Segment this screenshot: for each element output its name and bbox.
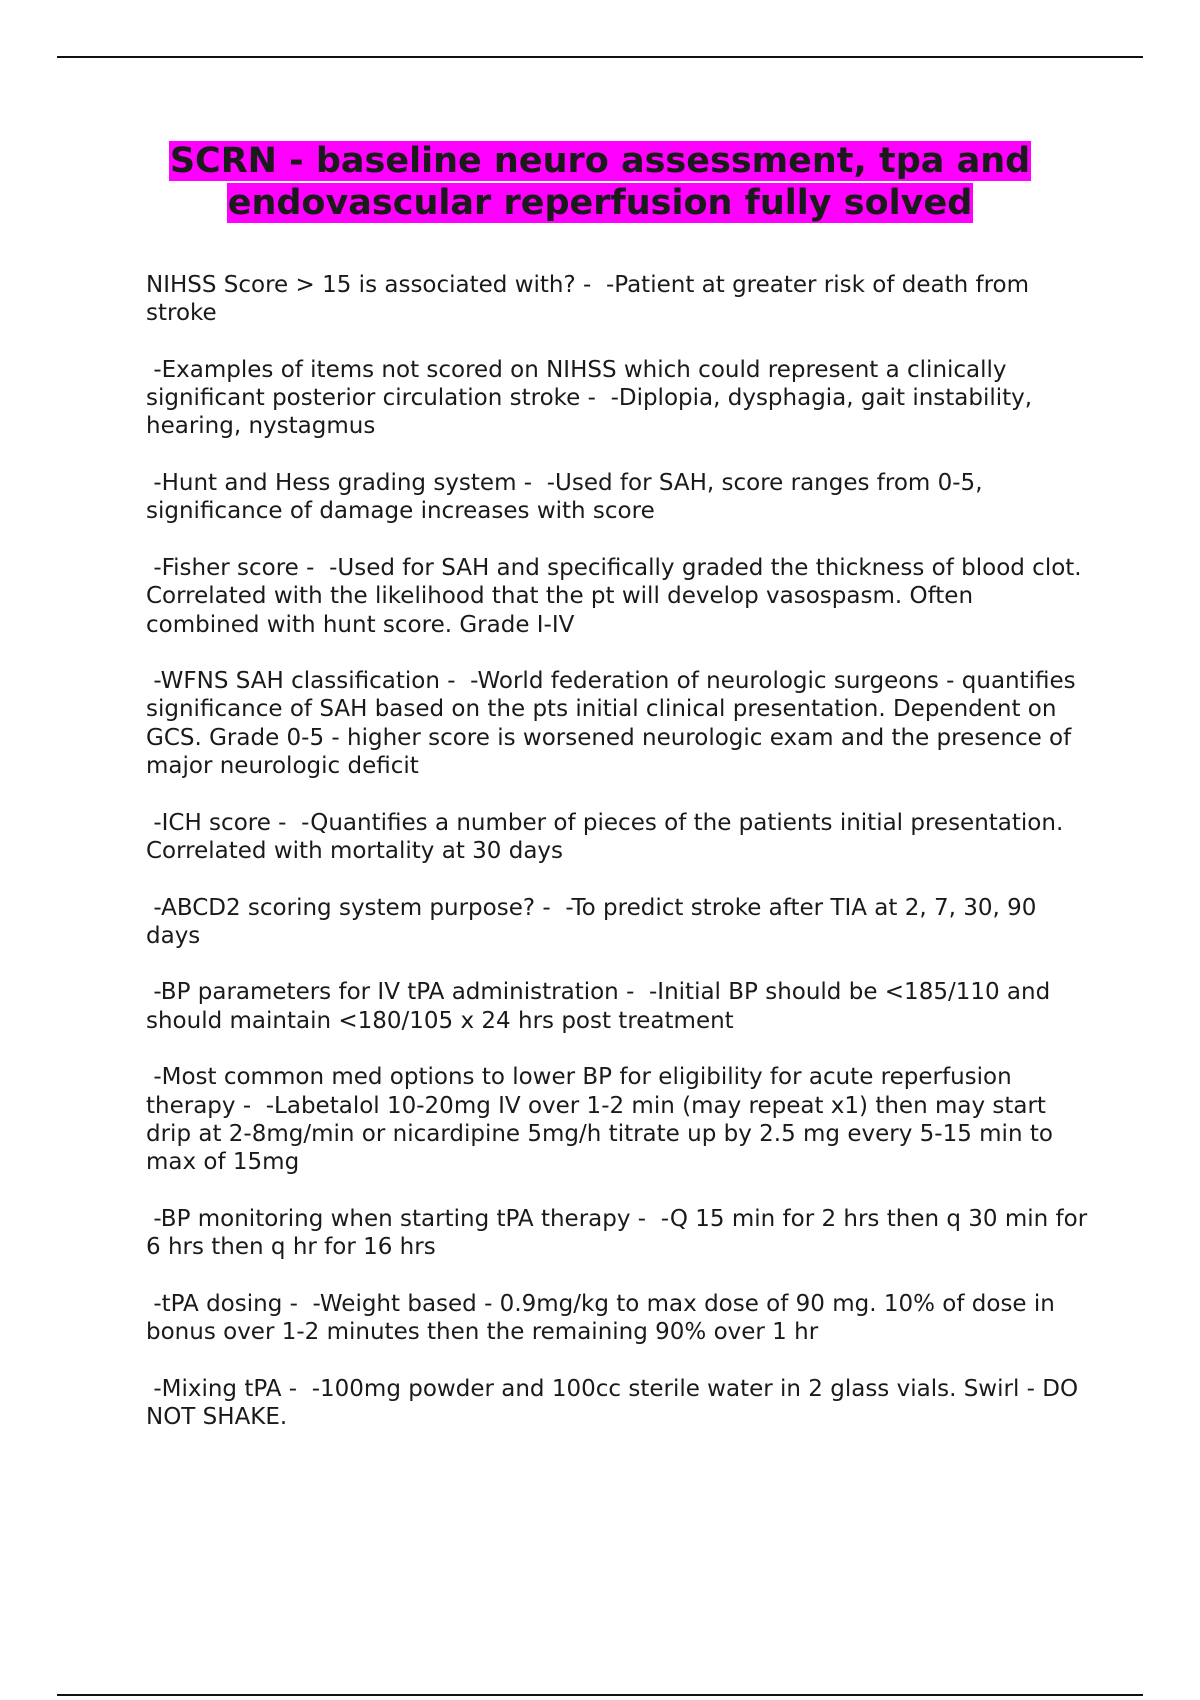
bottom-rule — [57, 1694, 1143, 1696]
qa-question: -WFNS SAH classification — [153, 668, 440, 695]
title-highlight: SCRN - baseline neuro assessment, tpa and endovascular reperfusion fully solved — [169, 141, 1031, 223]
qa-answer: -Quantifies a number of pieces of the patients initial presentation. Correlated with mortality at 30 days — [146, 809, 1071, 864]
qa-answer: -100mg powder and 100cc sterile water in 2 glass vials. Swirl - DO NOT SHAKE. — [146, 1375, 1086, 1430]
qa-answer: -Labetalol 10-20mg IV over 1-2 min (may repeat x1) then may start drip at 2-8mg/min or nicardipine 5mg/h titrate up by 2.5 mg every 5-15 min to max of 15mg — [146, 1092, 1061, 1176]
qa-question: -ICH score — [153, 809, 271, 836]
qa-question: -BP monitoring when starting tPA therapy — [153, 1205, 631, 1232]
qa-question: -Mixing tPA — [153, 1375, 282, 1402]
qa-item: -ICH score - -Quantifies a number of pieces of the patients initial presentation. Correlated with mortality at 30 days — [146, 809, 1071, 864]
qa-item: -Mixing tPA - -100mg powder and 100cc sterile water in 2 glass vials. Swirl - DO NOT SHAKE. — [146, 1375, 1086, 1430]
qa-question: -Examples of items not scored on NIHSS which could represent a clinically significant posterior circulation stroke — [146, 356, 1014, 412]
qa-item: -Hunt and Hess grading system - -Used for SAH, score ranges from 0-5, significance of damage increases with score — [146, 470, 990, 525]
qa-answer: -World federation of neurologic surgeons - quantifies significance of SAH based on the pts initial clinical presentation. Dependent on GCS. Grade 0-5 - higher score is worsened neurologic exam and the presence of major neurologic deficit — [146, 668, 1083, 780]
qa-item: -BP parameters for IV tPA administration - -Initial BP should be <185/110 and should maintain <180/105 x 24 hrs post treatment — [146, 979, 1058, 1034]
qa-question: -Hunt and Hess grading system — [153, 470, 517, 497]
qa-question: -BP parameters for IV tPA administration — [153, 979, 619, 1006]
qa-answer: -Used for SAH and specifically graded the thickness of blood clot. Correlated with the likelihood that the pt will develop vasospasm. Often combined with hunt score. Grade I-IV — [146, 554, 1089, 638]
qa-item: NIHSS Score > 15 is associated with? - -Patient at greater risk of death from stroke — [146, 272, 1037, 327]
qa-question: -tPA dosing — [153, 1290, 283, 1317]
qa-answer: -Initial BP should be <185/110 and should maintain <180/105 x 24 hrs post treatment — [146, 979, 1058, 1034]
qa-question: -ABCD2 scoring system purpose? — [153, 894, 536, 921]
qa-item: -Examples of items not scored on NIHSS which could represent a clinically significant posterior circulation stroke - -Diplopia, dysphagia, gait instability, hearing, nystagmus — [146, 356, 1040, 440]
qa-answer: -Q 15 min for 2 hrs then q 30 min for 6 hrs then q hr for 16 hrs — [146, 1205, 1095, 1261]
qa-answer: -Diplopia, dysphagia, gait instability, hearing, nystagmus — [146, 385, 1040, 440]
document-title — [100, 140, 1100, 224]
qa-item: -Fisher score - -Used for SAH and specifically graded the thickness of blood clot. Correlated with the likelihood that the pt will develop vasospasm. Often combined with hunt score. Grade I-IV — [146, 554, 1089, 638]
qa-question: -Fisher score — [153, 554, 299, 581]
qa-item: -BP monitoring when starting tPA therapy - -Q 15 min for 2 hrs then q 30 min for 6 hrs then q hr for 16 hrs — [146, 1205, 1095, 1261]
qa-answer: -To predict stroke after TIA at 2, 7, 30, 90 days — [146, 894, 1044, 949]
qa-answer: -Used for SAH, score ranges from 0-5, significance of damage increases with score — [146, 470, 990, 525]
qa-question: NIHSS Score > 15 is associated with? — [146, 272, 576, 298]
qa-item: -WFNS SAH classification - -World federation of neurologic surgeons - quantifies significance of SAH based on the pts initial clinical presentation. Dependent on GCS. Grade 0-5 - higher score is worsened neurologic exam and the presence of major neurologic deficit — [146, 668, 1083, 780]
top-rule — [57, 56, 1143, 58]
qa-answer: -Patient at greater risk of death from stroke — [146, 272, 1037, 327]
qa-item: -Most common med options to lower BP for eligibility for acute reperfusion therapy - -Labetalol 10-20mg IV over 1-2 min (may repeat x1) then may start drip at 2-8mg/min or nicardipine 5mg/h titrate up by 2.5 mg every 5-15 min to max of 15mg — [146, 1064, 1061, 1176]
qa-answer: -Weight based - 0.9mg/kg to max dose of 90 mg. 10% of dose in bonus over 1-2 minutes then the remaining 90% over 1 hr — [146, 1290, 1063, 1345]
qa-list — [146, 271, 1095, 1459]
qa-item: -tPA dosing - -Weight based - 0.9mg/kg to max dose of 90 mg. 10% of dose in bonus over 1-2 minutes then the remaining 90% over 1 hr — [146, 1290, 1063, 1345]
qa-item: -ABCD2 scoring system purpose? - -To predict stroke after TIA at 2, 7, 30, 90 days — [146, 894, 1044, 949]
qa-question: -Most common med options to lower BP for eligibility for acute reperfusion therapy — [146, 1064, 1019, 1119]
